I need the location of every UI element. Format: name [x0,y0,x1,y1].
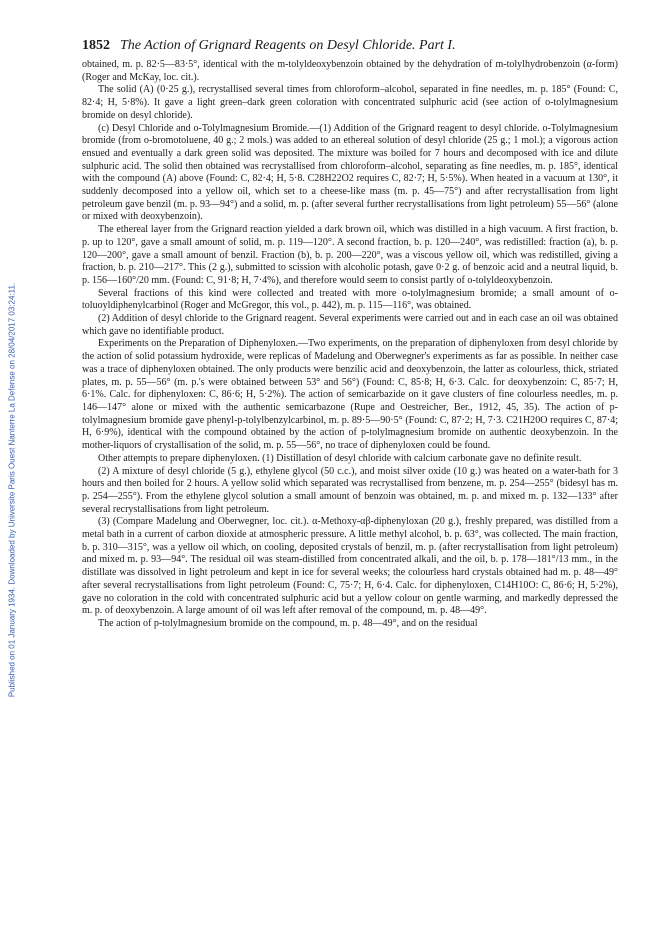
paragraph: The action of p-tolylmagnesium bromide on the compound, m. p. 48—49°, and on the residual [98,617,478,629]
paragraph: (3) (Compare Madelung and Oberwegner, loc. cit.). α-Methoxy-αβ-diphenyloxan (20 g.), freshly prepared, was distilled from a metal bath in a current of carbon dioxide at atmospheric pressure. A little methyl alcohol, b. p. 63°, was collected. The main fraction, b. p. 310—315°, was a yellow oil which, on cooling, deposited crystals of benzil, m. p. (after recrystallisation from light petroleum) and mixed m. p. 93—94°. The residual oil was steam-distilled from concentrated alkali, and the oil, b. p. 178—181°/13 mm., in the distillate was dissolved in light petroleum and kept in ice for several weeks; the colourless hard crystals obtained had m. p. 48—49° after several recrystallisations from light petroleum (Found: C, 75·7; H, 6·4. Calc. for diphenyloxen, C14H10O: C, 86·6; H, 5·2%), gave no coloration in the cold with concentrated sulphuric acid but a yellow colour on gentle warming, and markedly depressed the m. p. of deoxybenzoin. A large amount of oil was left after removal of the compound, m. p. 48—49°. [82,516,618,617]
paragraph: (2) A mixture of desyl chloride (5 g.), ethylene glycol (50 c.c.), and moist silver oxide (10 g.) was heated on a water-bath for 3 hours and then boiled for 2 hours. A yellow solid which separated was recrystallised from benzene, m. p. 254—255° (bidesyl has m. p. 254—255°). From the ethylene glycol solution a small amount of benzoin was obtained, m. p. and mixed m. p. 132—133° after several recrystallisations from light petroleum. [82,465,618,515]
paragraph: Other attempts to prepare diphenyloxen. (1) Distillation of desyl chloride with calcium carbonate gave no definite result. [98,452,582,464]
paragraph: (2) Addition of desyl chloride to the Grignard reagent. Several experiments were carried out and in each case an oil was obtained which gave no identifiable product. [82,313,618,337]
download-notice-text: Published on 01 January 1934. Downloaded by Universite Paris Ouest Nanterre La Defense on 28/04/2017 03:24:11. [7,282,17,698]
paragraph: The ethereal layer from the Grignard reaction yielded a dark brown oil, which was distilled in a high vacuum. A first fraction, b. p. up to 120°, gave a small amount of solid, m. p. 119—120°. A second fraction, b. p. 120—240°, was redistilled: fraction (a), b. p. 120—200°, gave a small amount of benzil. Fraction (b), b. p. 200—220°, was a viscous yellow oil, which was redistilled, giving a fraction, b. p. 210—217°. This (2 g.), submitted to scission with alcoholic potash, gave 0·2 g. of benzoic acid and a neutral liquid, b. p. 156—160°/20 mm. (Found: C, 91·8; H, 7·4%), and therefore would seem to consist partly of o-tolyldeoxybenzoin. [82,224,618,286]
paragraph: The solid (A) (0·25 g.), recrystallised several times from chloroform–alcohol, separated in fine needles, m. p. 185° (Found: C, 82·4; H, 5·8%). It gave a light green–dark green coloration with concentrated sulphuric acid (see action of o-tolylmagnesium bromide on desyl chloride). [82,84,618,121]
running-title: The Action of Grignard Reagents on Desyl Chloride. Part I. [120,38,456,53]
running-header [82,38,618,54]
paragraph: (c) Desyl Chloride and o-Tolylmagnesium Bromide.—(1) Addition of the Grignard reagent to desyl chloride. o-Tolylmagnesium bromide (from o-bromotoluene, 40 g.; 2 mols.) was added to an ethereal solution of desyl chloride (25 g.; 1 mol.); a vigorous action ensued and eventually a dark green solid was deposited. The mixture was boiled for 7 hours and decomposed with ice and dilute sulphuric acid. The solid then obtained was recrystallised from chloroform–alcohol, separating as fine needles, m. p. 185°, identical with the compound (A) above (Found: C, 82·4; H, 5·8. C28H22O2 requires C, 82·7; H, 5·5%). When heated in a vacuum at 130°, it suddenly decomposed into a yellow oil, which set to a cheese-like mass (m. p. 45—75°) and after recrystallisation from light petroleum gave benzil (m. p. 93—94°) and a solid, m. p. (after several further recrystallisations from light petroleum) 55—56° (alone or mixed with deoxybenzoin). [82,122,618,223]
page-content [82,38,618,631]
paragraph: obtained, m. p. 82·5—83·5°, identical with the m-tolyldeoxybenzoin obtained by the dehydration of m-tolylhydrobenzoin (α-form) (Roger and McKay, loc. cit.). [82,59,618,83]
page-number: 1852 [82,38,110,53]
paragraph: Experiments on the Preparation of Diphenyloxen.—Two experiments, on the preparation of diphenyloxen from desyl chloride by the action of solid potassium hydroxide, were replicas of Madelung and Oberwegner's experiments as far as possible. In neither case was a trace of diphenyloxen obtained. The only products were benzilic acid and deoxybenzoin, the latter as colourless, thick, striated plates, m. p. 55—56° (m. p.'s were obtained between 53° and 56°) (Found: C, 85·8; H, 6·3. Calc. for deoxybenzoin: C, 85·7; H, 6·1%. Calc. for diphenyloxen: C, 86·6; H, 5·2%). The action of semicarbazide on it gave clusters of fine colourless needles, m. p. 146—147° alone or mixed with the authentic semicarbazone (Rupe and Oestreicher, Ber., 1912, 45, 35). The action of p-tolylmagnesium bromide gave phenyl-p-tolylbenzylcarbinol, m. p. 89·5—90·5° (Found: C, 87·2; H, 7·3. C21H20O requires C, 87·4; H, 6·9%), identical with the compound obtained by the action of p-tolylmagnesium bromide on authentic deoxybenzoin. In the mother-liquors of crystallisation of the solid, m. p. 55—56°, no trace of diphenyloxen could be found. [82,338,618,452]
paragraph: Several fractions of this kind were collected and treated with more o-tolylmagnesium bromide; a small amount of o-toluoyldiphenylcarbinol (Roger and McGregor, this vol., p. 442), m. p. 115—116°, was obtained. [82,287,618,312]
download-notice-sidebar [0,60,22,920]
article-body [82,59,618,631]
